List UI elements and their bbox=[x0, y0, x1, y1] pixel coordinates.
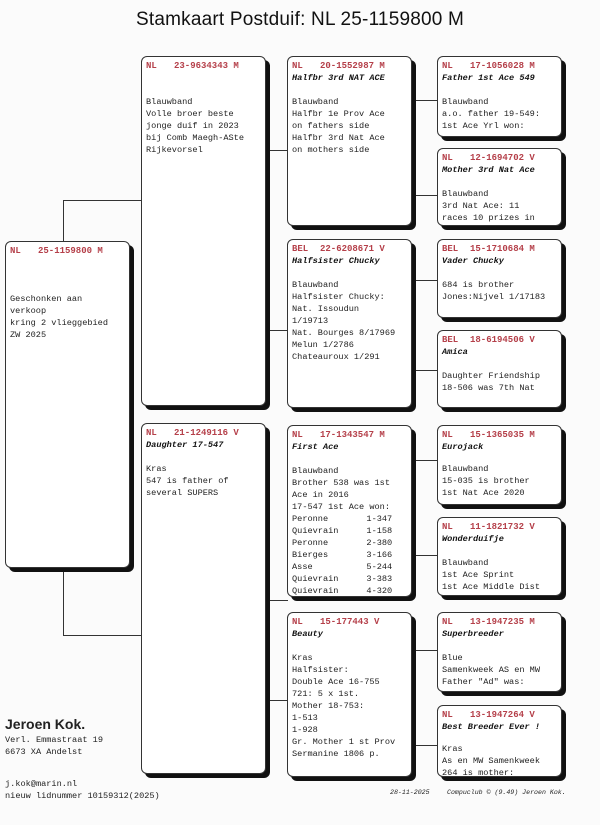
ring-number: NL 11-1821732 V bbox=[442, 522, 535, 532]
connector-line bbox=[264, 700, 288, 701]
connector-line bbox=[63, 200, 142, 201]
pigeon-name: Vader Chucky bbox=[442, 256, 504, 266]
pigeon-notes: Blauwband Halfbr 1e Prov Ace on fathers side Halfbr 3rd Nat Ace on mothers side bbox=[292, 97, 385, 155]
connector-line bbox=[63, 567, 64, 635]
connector-line bbox=[414, 280, 439, 281]
pigeon-notes: Blauwband Volle broer beste jonge duif in 2023 bij Comb Maegh-ASte Rijkevorsel bbox=[146, 97, 244, 155]
connector-line bbox=[264, 330, 288, 331]
race-result-row: Quievrain 4-320 bbox=[292, 586, 393, 596]
pigeon-name: Wonderduifje bbox=[442, 534, 504, 544]
pigeon-notes: Blauwband a.o. father 19-549: 1st Ace Yrl won: bbox=[442, 97, 540, 131]
pigeon-card-dam-sire bbox=[287, 425, 412, 597]
pigeon-notes: Blue Samenkweek AS en MW Father "Ad" was: bbox=[442, 653, 540, 687]
ring-number: NL 21-1249116 V bbox=[146, 428, 239, 438]
connector-line bbox=[63, 635, 142, 636]
page-title: Stamkaart Postduif: NL 25-1159800 M bbox=[135, 9, 465, 30]
race-result-row: Asse 5-244 bbox=[292, 562, 393, 572]
pigeon-notes: Kras As en MW Samenkweek 264 is mother: bbox=[442, 744, 540, 777]
ring-number: NL 23-9634343 M bbox=[146, 61, 239, 71]
owner-name: Jeroen Kok. bbox=[5, 716, 86, 732]
ring-number: NL 13-1947264 V bbox=[442, 710, 535, 720]
owner-address-line: Verl. Emmastraat 19 bbox=[5, 735, 103, 745]
pigeon-card-dam bbox=[141, 423, 266, 774]
race-results bbox=[292, 513, 392, 597]
pigeon-notes: Blauwband 1st Ace Sprint 1st Ace Middle Dist bbox=[442, 558, 540, 592]
pigeon-card-gp-2 bbox=[437, 148, 562, 226]
pigeon-card-sire-dam bbox=[287, 239, 412, 408]
connector-line bbox=[414, 650, 439, 651]
ring-number: NL 15-177443 V bbox=[292, 617, 380, 627]
pigeon-card-gp-3 bbox=[437, 239, 562, 318]
ring-number: BEL 15-1710684 M bbox=[442, 244, 535, 254]
owner-block bbox=[5, 716, 103, 758]
pigeon-card-sire-sire bbox=[287, 56, 412, 226]
pigeon-name: Eurojack bbox=[442, 442, 484, 452]
owner-address-line: 6673 XA Andelst bbox=[5, 747, 83, 757]
connector-line bbox=[264, 600, 288, 601]
pigeon-card-gp-6 bbox=[437, 517, 562, 596]
footer-date: 28-11-2025 bbox=[390, 789, 430, 796]
pigeon-card-gp-8 bbox=[437, 705, 562, 777]
pigeon-name: Mother 3rd Nat Ace bbox=[442, 165, 535, 175]
pigeon-name: Father 1st Ace 549 bbox=[442, 73, 535, 83]
footer-software: Compuclub © (9.49) Jeroen Kok. bbox=[447, 789, 566, 796]
race-result-row: Quievrain 1-158 bbox=[292, 526, 393, 536]
connector-line bbox=[414, 370, 439, 371]
ring-number: BEL 22-6208671 V bbox=[292, 244, 385, 254]
ring-number: NL 12-1694702 V bbox=[442, 153, 535, 163]
ring-number: NL 20-1552987 M bbox=[292, 61, 385, 71]
pigeon-card-sire bbox=[141, 56, 266, 406]
pigeon-name: Amica bbox=[442, 347, 468, 357]
pigeon-notes: Kras Halfsister: Double Ace 16-755 721: 5 x 1st. Mother 18-753: 1-513 1-928 Gr. Mother 1 st Prov Sermanine 1806 p. bbox=[292, 653, 396, 759]
pigeon-name: First Ace bbox=[292, 442, 339, 452]
ring-number: NL 17-1056028 M bbox=[442, 61, 535, 71]
pigeon-notes: Kras 547 is father of several SUPERS bbox=[146, 464, 229, 498]
ring-number: NL 15-1365035 M bbox=[442, 430, 535, 440]
pigeon-card-gp-1 bbox=[437, 56, 562, 137]
connector-line bbox=[414, 195, 439, 196]
race-result-row: Peronne 2-380 bbox=[292, 538, 393, 548]
contact-block bbox=[5, 778, 160, 802]
pigeon-name: Beauty bbox=[292, 629, 323, 639]
ring-number: NL 25-1159800 M bbox=[10, 246, 103, 256]
connector-line bbox=[414, 100, 439, 101]
connector-line bbox=[414, 555, 439, 556]
race-result-row: Peronne 1-347 bbox=[292, 514, 393, 524]
pigeon-card-gp-5 bbox=[437, 425, 562, 505]
pigeon-card-subject bbox=[5, 241, 130, 568]
pigeon-name: Superbreeder bbox=[442, 629, 504, 639]
connector-line bbox=[414, 745, 439, 746]
connector-line bbox=[264, 150, 288, 151]
ring-number: BEL 18-6194506 V bbox=[442, 335, 535, 345]
pigeon-notes: Blauwband 3rd Nat Ace: 11 races 10 prizes in bbox=[442, 189, 535, 223]
member-number: nieuw lidnummer 10159312(2025) bbox=[5, 791, 160, 801]
pigeon-notes: Geschonken aan verkoop kring 2 vlieggebied ZW 2025 bbox=[10, 294, 108, 340]
pigeon-card-gp-7 bbox=[437, 612, 562, 692]
contact-email: j.kok@marin.nl bbox=[5, 779, 78, 789]
pigeon-notes: Blauwband Halfsister Chucky: Nat. Issoudun 1/19713 Nat. Bourges 8/17969 Melun 1/2786 Chateauroux 1/291 bbox=[292, 280, 396, 362]
connector-line bbox=[414, 460, 439, 461]
pigeon-card-gp-4 bbox=[437, 330, 562, 408]
pigeon-name: Halfsister Chucky bbox=[292, 256, 380, 266]
pigeon-notes: Daughter Friendship 18-506 was 7th Nat bbox=[442, 371, 540, 393]
pigeon-notes: Blauwband 15-035 is brother 1st Nat Ace 2020 bbox=[442, 464, 530, 498]
pigeon-notes: Blauwband Brother 538 was 1st Ace in 2016 17-547 1st Ace won: bbox=[292, 466, 390, 512]
ring-number: NL 13-1947235 M bbox=[442, 617, 535, 627]
pigeon-name: Halfbr 3rd NAT ACE bbox=[292, 73, 385, 83]
pigeon-name: Best Breeder Ever ! bbox=[442, 722, 540, 732]
connector-line bbox=[63, 200, 64, 243]
pigeon-name: Daughter 17-547 bbox=[146, 440, 224, 450]
pigeon-card-dam-dam bbox=[287, 612, 412, 777]
race-result-row: Bierges 3-166 bbox=[292, 550, 393, 560]
race-result-row: Quievrain 3-383 bbox=[292, 574, 393, 584]
ring-number: NL 17-1343547 M bbox=[292, 430, 385, 440]
pigeon-notes: 684 is brother Jones:Nijvel 1/17183 bbox=[442, 280, 546, 302]
